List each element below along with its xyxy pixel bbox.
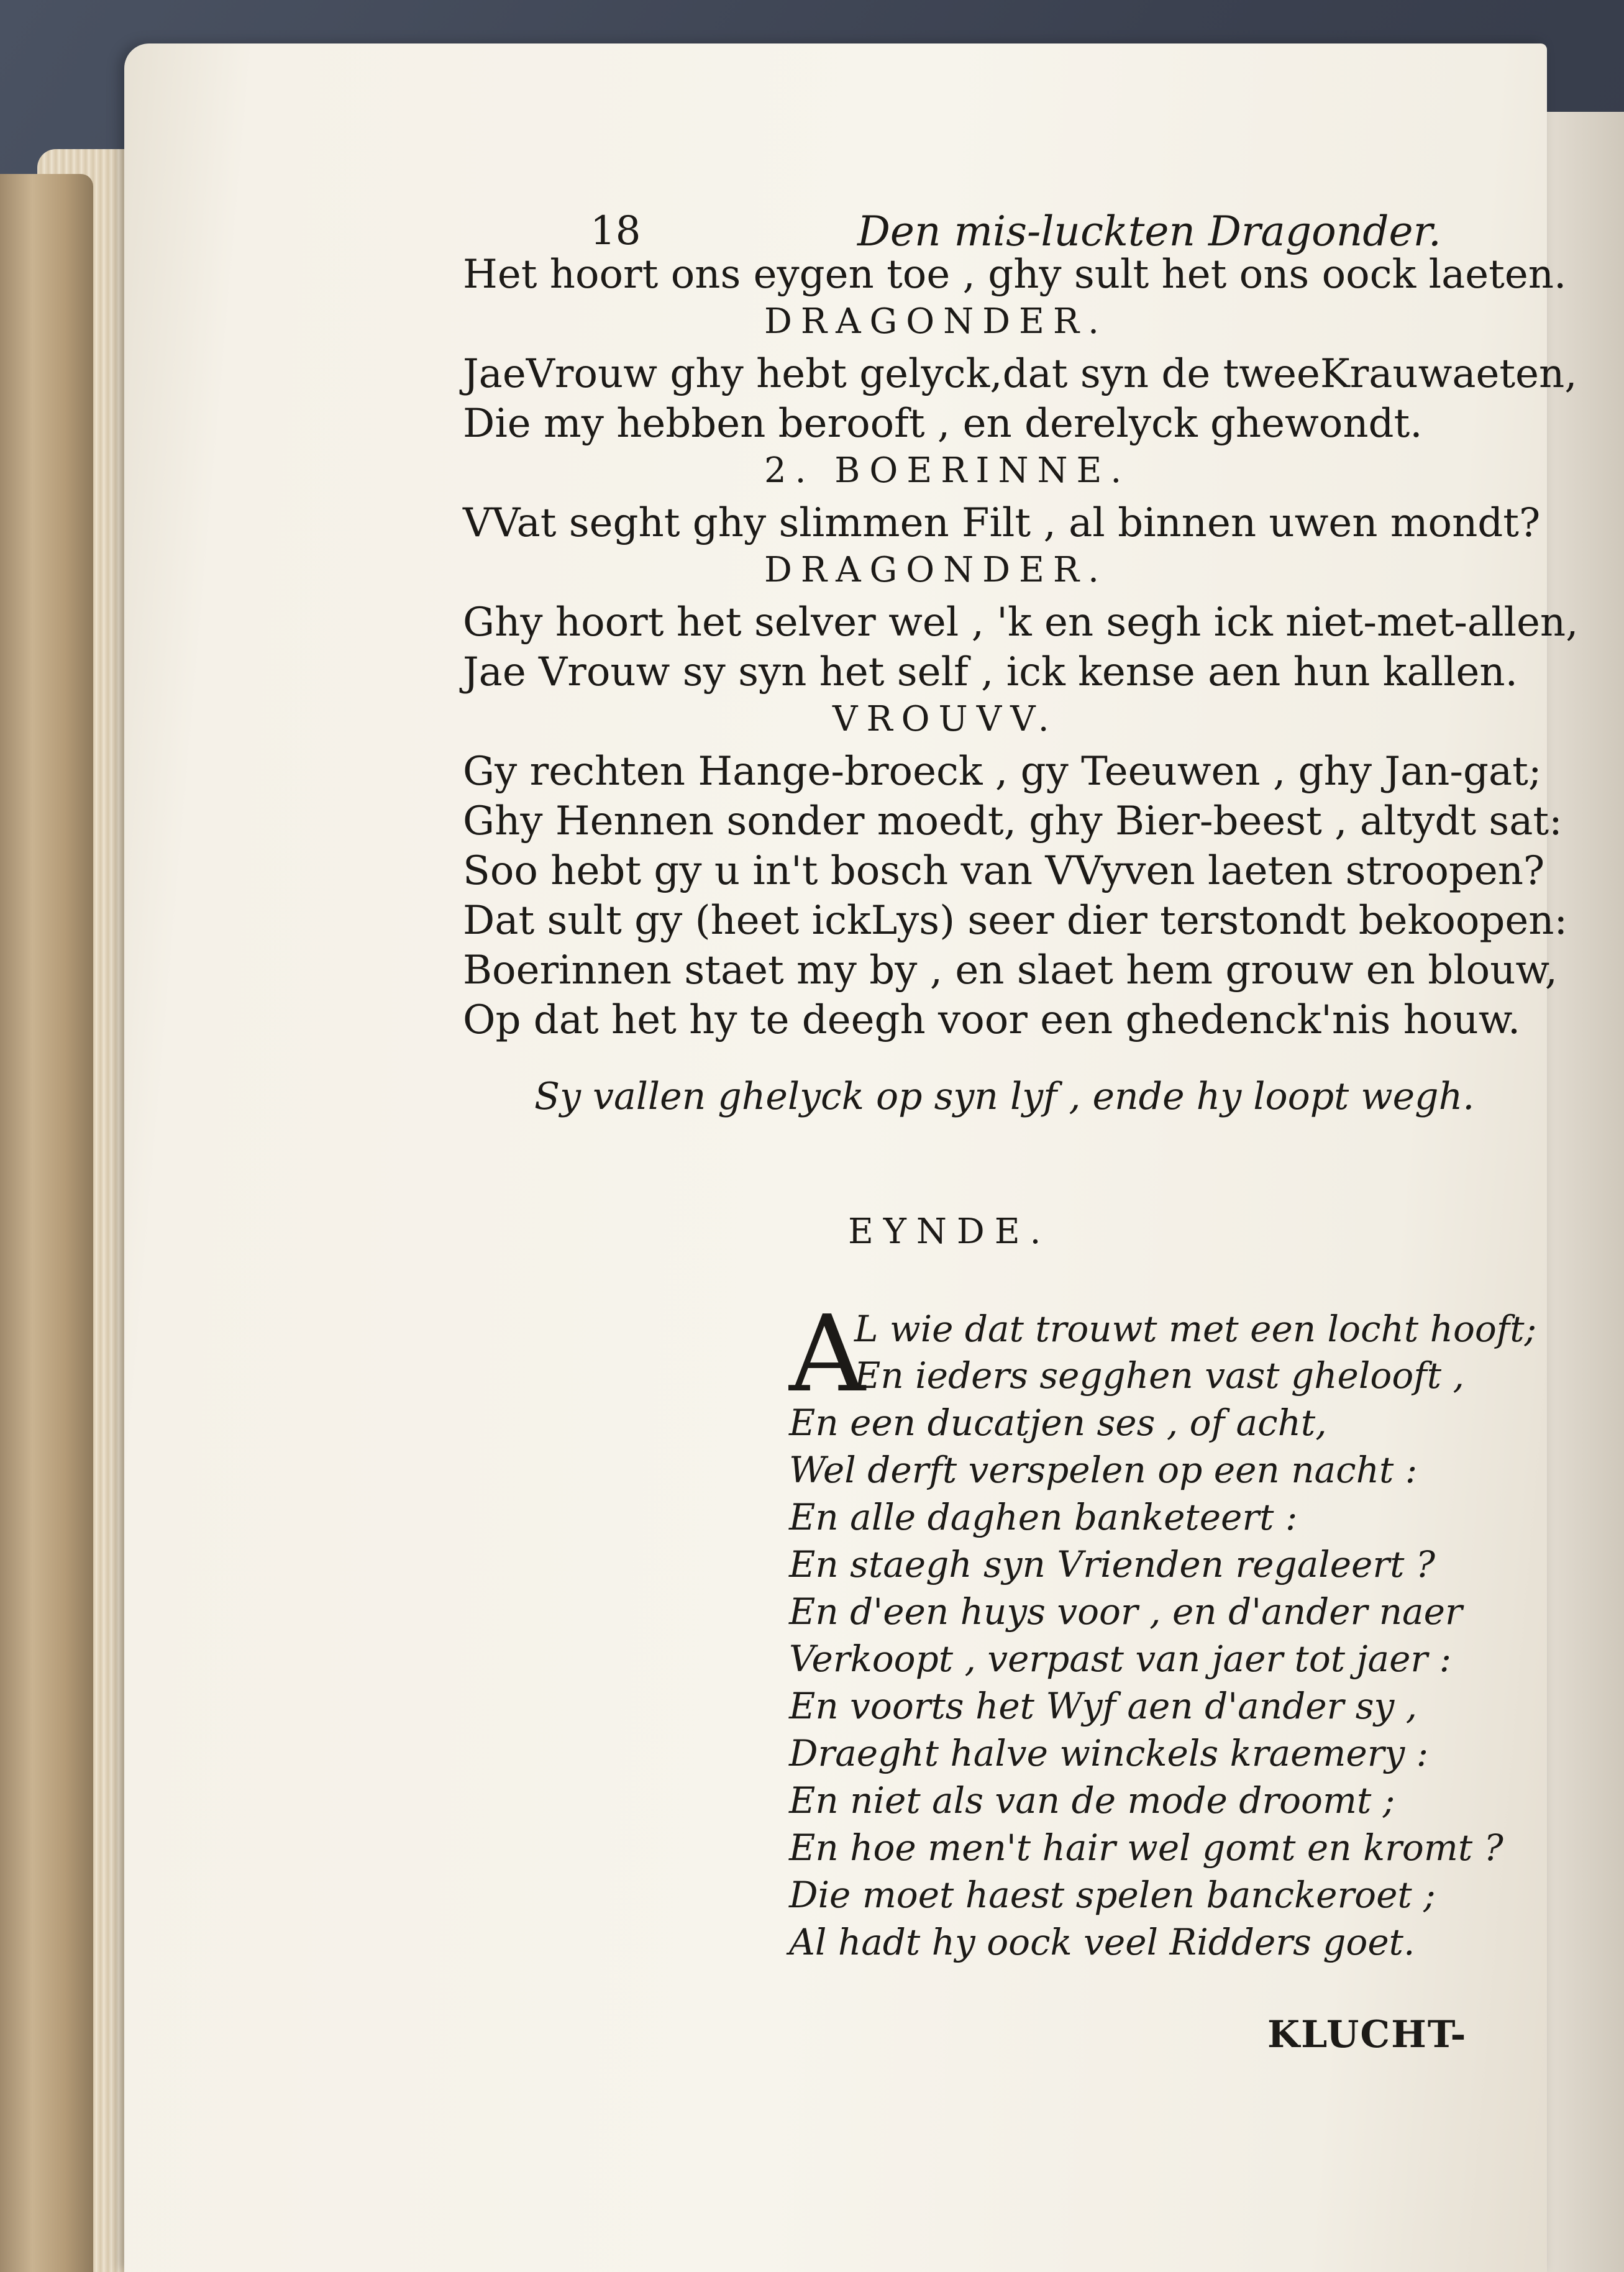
verse-line: Boerinnen staet my by , en slaet hem grouw en blouw, bbox=[463, 947, 1558, 993]
verse-line: Ghy Hennen sonder moedt, ghy Bier-beest , altydt sat: bbox=[463, 798, 1562, 844]
running-title: Den mis-luckten Dragonder. bbox=[857, 208, 1441, 255]
verse-line: JaeVrouw ghy hebt gelyck,dat syn de tweeKrauwaeten, bbox=[463, 351, 1577, 397]
poem-line: En hoe men't hair wel gomt en kromt ? bbox=[789, 1827, 1503, 1869]
poem-line: En niet als van de mode droomt ; bbox=[789, 1779, 1395, 1822]
poem-first-line: L wie dat trouwt met een locht hooft; bbox=[854, 1308, 1537, 1350]
poem-line: Verkoopt , verpast van jaer tot jaer : bbox=[789, 1638, 1452, 1680]
poem-line: Die moet haest spelen banckeroet ; bbox=[789, 1874, 1436, 1916]
catchword: KLUCHT- bbox=[1267, 2013, 1467, 2056]
verse-line: Jae Vrouw sy syn het self , ick kense aen hun kallen. bbox=[463, 649, 1518, 695]
speaker-heading: 2. BOERINNE. bbox=[764, 450, 1131, 491]
stage-direction: Sy vallen ghelyck op syn lyf , ende hy loopt wegh. bbox=[534, 1075, 1475, 1118]
drop-cap: A bbox=[789, 1293, 865, 1416]
poem-line: En een ducatjen ses , of acht, bbox=[789, 1402, 1327, 1444]
poem-line: En ieders segghen vast ghelooft , bbox=[854, 1354, 1464, 1397]
verse-line: Het hoort ons eygen toe , ghy sult het ons oock laeten. bbox=[463, 252, 1567, 298]
poem-line: En d'een huys voor , en d'ander naer bbox=[789, 1590, 1462, 1633]
poem-line: Draeght halve winckels kraemery : bbox=[789, 1732, 1429, 1774]
poem-line: Wel derft verspelen op een nacht : bbox=[789, 1449, 1418, 1491]
speaker-heading: DRAGONDER. bbox=[764, 550, 1108, 590]
verse-line: Soo hebt gy u in't bosch van VVyven laeten stroopen? bbox=[463, 848, 1545, 894]
verse-line: Ghy hoort het selver wel , 'k en segh ick niet-met-allen, bbox=[463, 600, 1579, 646]
poem-line: En alle daghen banketeert : bbox=[789, 1496, 1298, 1538]
poem-line: En voorts het Wyf aen d'ander sy , bbox=[789, 1685, 1418, 1727]
poem-line: Al hadt hy oock veel Ridders goet. bbox=[789, 1921, 1415, 1963]
end-heading: EYNDE. bbox=[848, 1211, 1051, 1252]
speaker-heading: DRAGONDER. bbox=[764, 301, 1108, 342]
poem-line: En staegh syn Vrienden regaleert ? bbox=[789, 1543, 1435, 1585]
verse-line: Gy rechten Hange-broeck , gy Teeuwen , ghy Jan-gat; bbox=[463, 749, 1542, 795]
speaker-heading: VROUVV. bbox=[833, 699, 1058, 739]
book-binding bbox=[0, 174, 93, 2272]
verse-line: VVat seght ghy slimmen Filt , al binnen uwen mondt? bbox=[463, 500, 1541, 546]
verse-line: Die my hebben berooft , en derelyck ghewondt. bbox=[463, 401, 1423, 447]
page-number: 18 bbox=[590, 208, 641, 254]
book-page bbox=[124, 43, 1579, 2272]
verse-line: Dat sult gy (heet ickLys) seer dier terstondt bekoopen: bbox=[463, 898, 1567, 944]
verse-line: Op dat het hy te deegh voor een ghedenck'nis houw. bbox=[463, 997, 1521, 1043]
